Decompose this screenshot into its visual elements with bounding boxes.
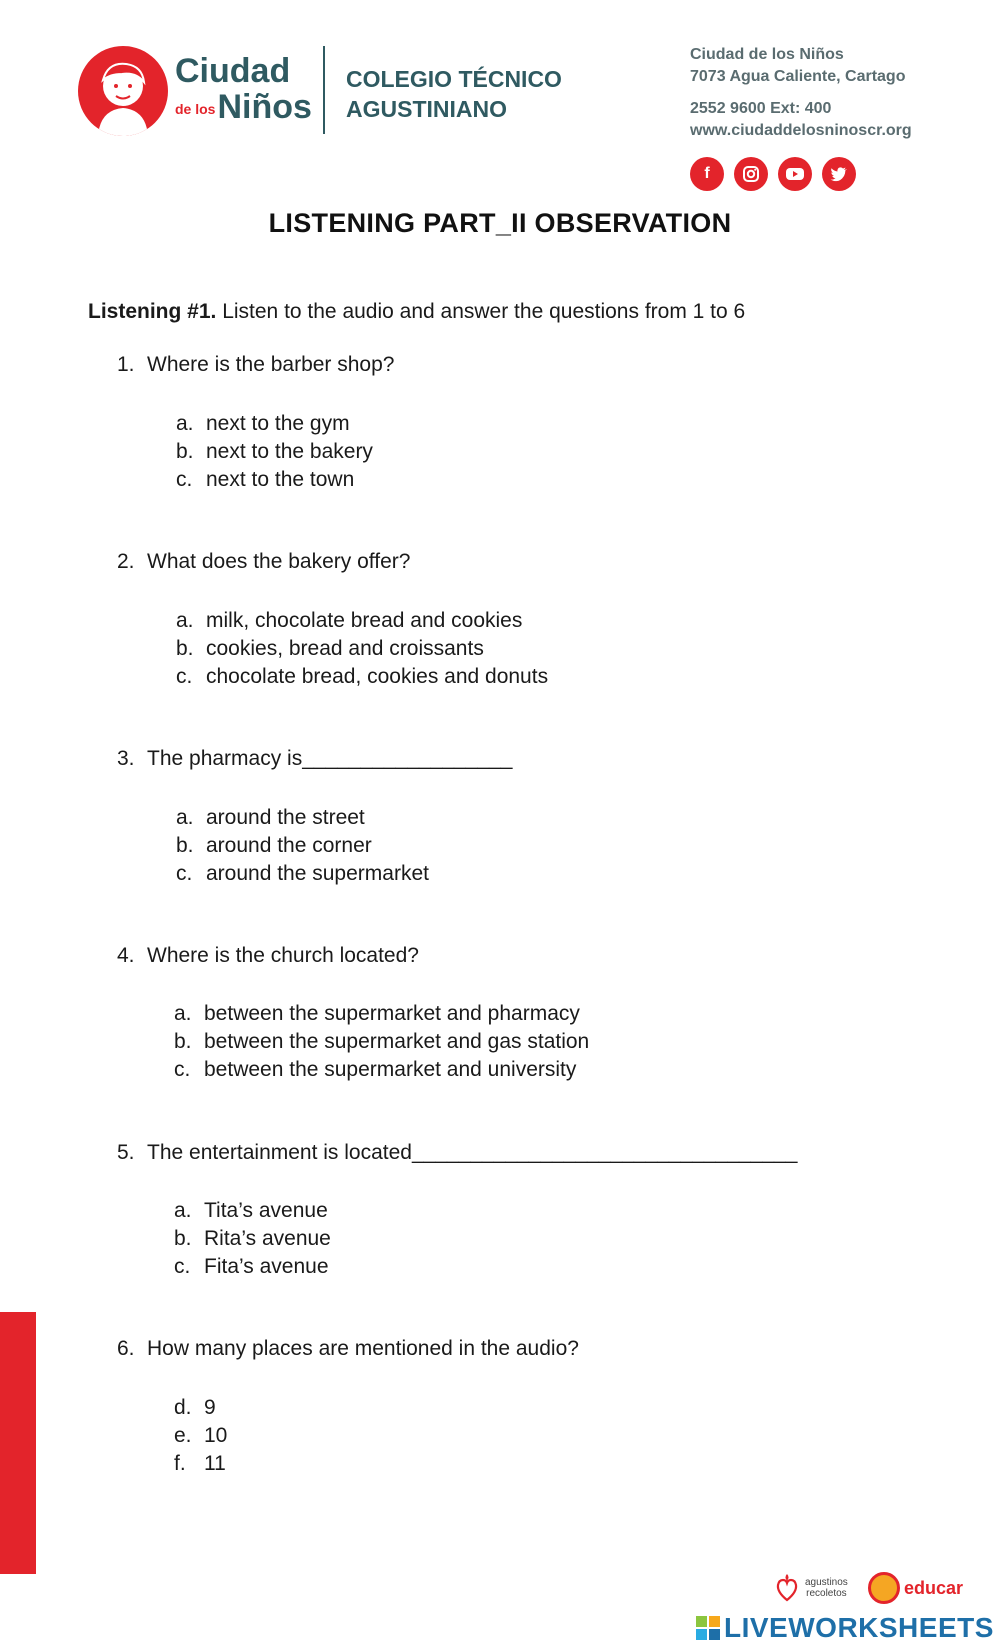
question-6: 6. How many places are mentioned in the audio?: [117, 1337, 579, 1360]
question-text: What does the bakery offer?: [147, 550, 411, 573]
option[interactable]: c. around the supermarket: [176, 862, 429, 885]
facebook-icon[interactable]: f: [690, 157, 724, 191]
question-text: How many places are mentioned in the audio?: [147, 1337, 579, 1360]
question-3: 3. The pharmacy is__________________: [117, 747, 513, 770]
option[interactable]: d. 9: [174, 1396, 216, 1419]
question-text: Where is the barber shop?: [147, 353, 395, 376]
question-text: The entertainment is located_________________________________: [147, 1141, 798, 1164]
contact-block: [690, 44, 912, 142]
option[interactable]: b. cookies, bread and croissants: [176, 637, 484, 660]
social-icons: [690, 157, 856, 191]
option[interactable]: a. milk, chocolate bread and cookies: [176, 609, 523, 632]
listening-label: Listening #1.: [88, 300, 217, 323]
option[interactable]: b. next to the bakery: [176, 440, 373, 463]
question-1: 1. Where is the barber shop?: [117, 353, 395, 376]
option[interactable]: b. Rita’s avenue: [174, 1227, 331, 1250]
question-text: Where is the church located?: [147, 944, 419, 967]
liveworksheets-blocks-icon: [696, 1616, 720, 1640]
contact-address: 7073 Agua Caliente, Cartago: [690, 68, 906, 85]
educar-circle-icon: [868, 1572, 900, 1604]
twitter-icon[interactable]: [822, 157, 856, 191]
brand-logo: Ciudad de losNiños: [175, 52, 312, 126]
agustinos-recoletos-logo: agustinos recoletos: [775, 1574, 848, 1602]
question-text: The pharmacy is__________________: [147, 747, 513, 770]
youtube-icon[interactable]: [778, 157, 812, 191]
question-2: 2. What does the bakery offer?: [117, 550, 411, 573]
question-1-options: [176, 410, 373, 494]
educar-logo: educar: [868, 1572, 963, 1604]
option[interactable]: f. 11: [174, 1452, 226, 1475]
option[interactable]: c. chocolate bread, cookies and donuts: [176, 665, 549, 688]
question-4-options: [174, 1000, 589, 1084]
heart-flame-icon: [775, 1574, 799, 1602]
school-name: COLEGIO TÉCNICO AGUSTINIANO: [346, 66, 562, 122]
listening-instructions: [88, 300, 745, 324]
option[interactable]: a. Tita’s avenue: [174, 1199, 328, 1222]
contact-name: Ciudad de los Niños: [690, 46, 844, 63]
option[interactable]: c. between the supermarket and university: [174, 1058, 577, 1081]
header-divider: [323, 46, 325, 134]
contact-phone: 2552 9600 Ext: 400: [690, 100, 832, 117]
brand-small-text: de los: [175, 100, 216, 117]
question-6-options: [174, 1394, 227, 1478]
instagram-icon[interactable]: [734, 157, 768, 191]
option[interactable]: e. 10: [174, 1424, 228, 1447]
option[interactable]: b. around the corner: [176, 834, 372, 857]
listening-text: Listen to the audio and answer the questions from 1 to 6: [216, 300, 746, 323]
option[interactable]: a. between the supermarket and pharmacy: [174, 1002, 580, 1025]
page-title: LISTENING PART_II OBSERVATION: [268, 208, 732, 238]
option[interactable]: c. next to the town: [176, 468, 355, 491]
question-3-options: [176, 804, 429, 888]
question-5-options: [174, 1197, 331, 1281]
question-2-options: [176, 607, 548, 691]
side-accent-bar: [0, 1312, 36, 1574]
logo-boy-icon: [78, 46, 168, 136]
liveworksheets-logo[interactable]: LIVEWORKSHEETS: [696, 1612, 994, 1644]
option[interactable]: c. Fita’s avenue: [174, 1255, 329, 1278]
question-4: 4. Where is the church located?: [117, 944, 419, 967]
option[interactable]: a. around the street: [176, 806, 365, 829]
question-5: 5. The entertainment is located_________________________________: [117, 1141, 798, 1164]
option[interactable]: a. next to the gym: [176, 412, 350, 435]
contact-website[interactable]: www.ciudaddelosninoscr.org: [690, 122, 912, 139]
option[interactable]: b. between the supermarket and gas station: [174, 1030, 590, 1053]
